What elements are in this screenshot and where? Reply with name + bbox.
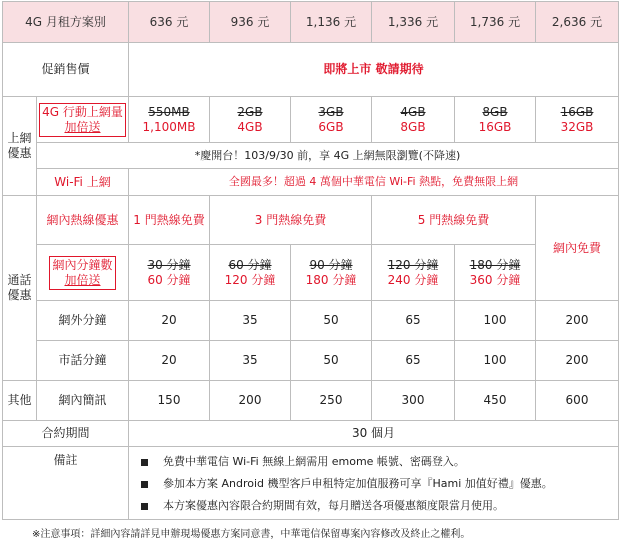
plan-1136: 1,136 元 [291, 2, 372, 43]
hotline-5: 5 門熱線免費 [372, 196, 536, 245]
minutes-label-cell [37, 245, 129, 301]
plan-label: 4G 月租方案別 [3, 2, 129, 43]
bullet-square-icon [141, 503, 148, 510]
local-1736: 100 [455, 341, 536, 381]
sms-row [3, 381, 619, 421]
offnet-636: 20 [129, 301, 210, 341]
local-1136: 50 [291, 341, 372, 381]
sms-636: 150 [129, 381, 210, 421]
promo-label: 促銷售價 [3, 43, 129, 97]
wifi-row [3, 169, 619, 196]
sms-1736: 450 [455, 381, 536, 421]
notes-label: 備註 [3, 447, 129, 520]
contract-row [3, 421, 619, 447]
offnet-row [3, 301, 619, 341]
hotline-label: 網內熱線優惠 [37, 196, 129, 245]
hotline-1: 1 門熱線免費 [129, 196, 210, 245]
notes-cell [129, 447, 619, 520]
internet-section-label: 上網 優惠 [3, 97, 37, 196]
contract-value: 30 個月 [129, 421, 619, 447]
data-cell-2636: 16GB 32GB [536, 97, 619, 143]
minutes-row [3, 245, 619, 301]
note-item: 免費中華電信 Wi-Fi 無線上網需用 emome 帳號、密碼登入。 [141, 451, 618, 473]
minutes-label: 網內分鐘數 [52, 257, 113, 272]
offnet-2636: 200 [536, 301, 619, 341]
footnote: ※注意事項：詳細內容請詳見申辦現場優惠方案同意書，中華電信保留專案內容修改及終止之權利。 [32, 529, 471, 540]
plan-2636: 2,636 元 [536, 2, 619, 43]
wifi-value: 全國最多！超過 4 萬個中華電信 Wi-Fi 熱點，免費無限上網 [129, 169, 619, 196]
minutes-1136: 90 分鐘 180 分鐘 [291, 245, 372, 301]
data-label: 4G 行動上網量 [42, 104, 123, 119]
sms-1136: 250 [291, 381, 372, 421]
offnet-1336: 65 [372, 301, 455, 341]
minutes-936: 60 分鐘 120 分鐘 [210, 245, 291, 301]
promo-value: 即將上市 敬請期待 [129, 43, 619, 97]
notes-row [3, 447, 619, 520]
bullet-square-icon [141, 459, 148, 466]
minutes-636: 30 分鐘 60 分鐘 [129, 245, 210, 301]
data-cell-636: 550MB 1,100MB [129, 97, 210, 143]
onnet-free: 網內免費 [536, 196, 619, 301]
data-badge: 加倍送 [64, 119, 101, 134]
minutes-1736: 180 分鐘 360 分鐘 [455, 245, 536, 301]
other-section-label: 其他 [3, 381, 37, 421]
note-item: 本方案優惠內容限合約期間有效，每月贈送各項優惠額度限當月使用。 [141, 495, 618, 517]
local-936: 35 [210, 341, 291, 381]
local-label: 市話分鐘 [37, 341, 129, 381]
contract-label: 合約期間 [3, 421, 129, 447]
sms-label: 網內簡訊 [37, 381, 129, 421]
hotline-row [3, 196, 619, 245]
data-cell-936: 2GB 4GB [210, 97, 291, 143]
data-row [3, 97, 619, 143]
data-label-cell [37, 97, 129, 143]
promo-row [3, 43, 619, 97]
sms-2636: 600 [536, 381, 619, 421]
wifi-label: Wi-Fi 上網 [37, 169, 129, 196]
notes-list [141, 451, 618, 517]
data-cell-1736: 8GB 16GB [455, 97, 536, 143]
local-1336: 65 [372, 341, 455, 381]
plan-636: 636 元 [129, 2, 210, 43]
hotline-3: 3 門熱線免費 [210, 196, 372, 245]
local-row [3, 341, 619, 381]
plan-table [2, 1, 619, 520]
data-cell-1336: 4GB 8GB [372, 97, 455, 143]
call-section-label: 通話 優惠 [3, 196, 37, 381]
data-note: *慶開台！103/9/30 前，享 4G 上網無限瀏覽(不降速) [37, 143, 619, 169]
bullet-square-icon [141, 481, 148, 488]
offnet-1136: 50 [291, 301, 372, 341]
offnet-936: 35 [210, 301, 291, 341]
header-row [3, 2, 619, 43]
local-2636: 200 [536, 341, 619, 381]
minutes-1336: 120 分鐘 240 分鐘 [372, 245, 455, 301]
offnet-label: 網外分鐘 [37, 301, 129, 341]
plan-1336: 1,336 元 [372, 2, 455, 43]
sms-936: 200 [210, 381, 291, 421]
offnet-1736: 100 [455, 301, 536, 341]
minutes-badge: 加倍送 [64, 272, 101, 287]
sms-1336: 300 [372, 381, 455, 421]
plan-936: 936 元 [210, 2, 291, 43]
note-item: 參加本方案 Android 機型客戶申租特定加值服務可享『Hami 加值好禮』優惠。 [141, 473, 618, 495]
data-cell-1136: 3GB 6GB [291, 97, 372, 143]
plan-1736: 1,736 元 [455, 2, 536, 43]
local-636: 20 [129, 341, 210, 381]
data-note-row [3, 143, 619, 169]
